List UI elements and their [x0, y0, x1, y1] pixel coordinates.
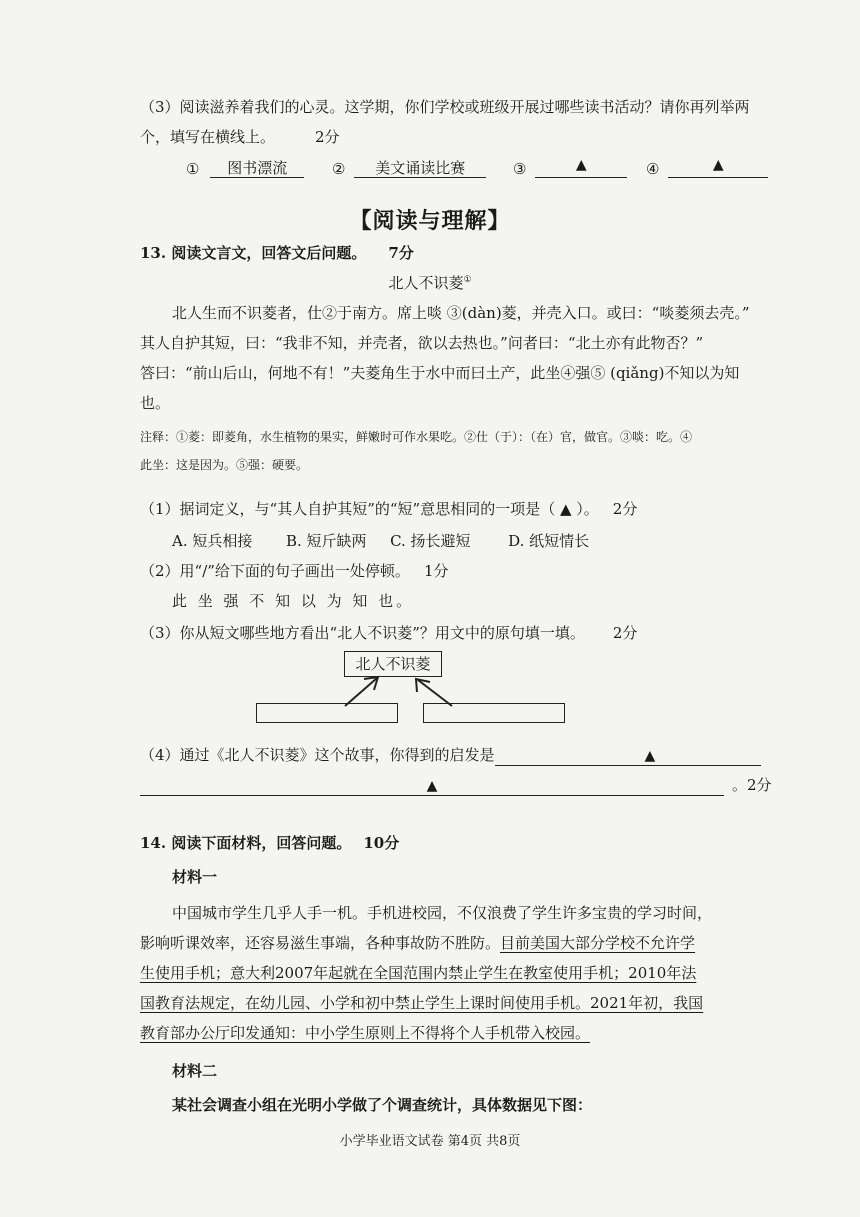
material2-label: 材料二	[172, 1062, 218, 1080]
q13-sub3-score: 2分	[612, 624, 638, 642]
material1-label: 材料一	[172, 868, 218, 886]
material1-line-1-plain: 中国城市学生几乎人手一机。手机进校园，不仅浪费了学生许多宝贵的学习时间，	[172, 904, 713, 922]
q13-sub1	[140, 498, 637, 520]
q13-sub2-sentence[interactable]: 此 坐 强 不 知 以 为 知 也。	[172, 592, 415, 610]
q13-sub1-score: 2分	[612, 500, 638, 518]
q13-sub4	[140, 744, 761, 766]
q13-title	[0, 272, 860, 293]
passage-line-1: 北人生而不识菱者，仕②于南方。席上啖 ③(dàn)菱，并壳入口。或曰：“啖菱须去壳。”	[172, 304, 750, 322]
fill-item-1-answer: 图书漂流	[210, 157, 304, 178]
q13-sub2-text: （2）用“/”给下面的句子画出一处停顿。	[140, 562, 410, 580]
q13-sub4-blank1[interactable]	[495, 747, 761, 766]
passage-line-4: 也。	[140, 394, 171, 412]
q13-sub4-score: 。2分	[732, 776, 772, 794]
material1-line-1	[172, 902, 712, 924]
fill-item-4	[646, 157, 768, 178]
q13-title-text: 北人不识菱	[388, 274, 464, 292]
option-a[interactable]: A. 短兵相接	[172, 532, 253, 550]
q12-3-score: 2分	[315, 128, 340, 146]
material1-line-4-under: 国教育法规定，在幼儿园、小学和初中禁止学生上课时间使用手机。2021年初，我国	[140, 994, 704, 1012]
q12-3-line2	[140, 126, 340, 148]
material1-line-2-plain: 影响听课效率，还容易滋生事端，各种事故防不胜防。	[140, 934, 501, 952]
notes-line-1: 注释：①菱：即菱角，水生植物的果实，鲜嫩时可作水果吃。②仕（于）：（在）官，做官。③啖：吃。④	[140, 430, 693, 444]
material1-line-3-under: 生使用手机；意大利2007年起就在全国范围内禁止学生在教室使用手机；2010年法	[140, 964, 697, 982]
q13-sub4-blank2-mark: ▲	[426, 778, 438, 794]
q13-sub4-blank1-mark: ▲	[644, 748, 656, 764]
material1-line-4	[140, 992, 703, 1014]
material1-line-2-under: 目前美国大部分学校不允许学	[500, 934, 696, 952]
diagram-center-box: 北人不识菱	[344, 651, 442, 677]
fill-item-1-num: ①	[186, 160, 200, 178]
q13-sub1-text: （1）据词定义，与“其人自护其短”的“短”意思相同的一项是（ ▲ ）。	[140, 500, 599, 518]
material1-line-5	[140, 1022, 590, 1044]
q14-heading	[140, 832, 399, 854]
option-c[interactable]: C. 扬长避短	[390, 532, 471, 550]
fill-item-1	[186, 157, 304, 178]
material1-line-3	[140, 962, 696, 984]
fill-item-3-blank[interactable]: ▲	[535, 157, 627, 178]
fill-item-2-answer: 美文诵读比赛	[354, 157, 486, 178]
fill-item-4-num: ④	[646, 160, 660, 178]
diagram-answer-box-right[interactable]	[423, 703, 565, 723]
q13-sub4-blank2[interactable]	[140, 777, 724, 796]
q14-heading-text: 14. 阅读下面材料，回答问题。	[140, 834, 352, 852]
q13-score: 7分	[388, 244, 414, 262]
q13-heading	[140, 242, 414, 264]
diagram-answer-box-left[interactable]	[256, 703, 398, 723]
q13-sub3-text: （3）你从短文哪些地方看出“北人不识菱”？用文中的原句填一填。	[140, 624, 585, 642]
q12-3-line2-text: 个，填写在横线上。	[140, 128, 276, 146]
option-d[interactable]: D. 纸短情长	[508, 532, 590, 550]
q13-title-note: ①	[463, 275, 472, 285]
material1-line-5-under: 教育部办公厅印发通知：中小学生原则上不得将个人手机带入校园。	[140, 1024, 591, 1042]
material1-line-2	[140, 932, 695, 954]
q13-sub4-text: （4）通过《北人不识菱》这个故事，你得到的启发是	[140, 746, 495, 764]
arrow-left-line	[345, 678, 377, 706]
q12-3-line1: （3）阅读滋养着我们的心灵。这学期，你们学校或班级开展过哪些读书活动？请你再列举两	[140, 98, 750, 116]
q13-sub2-score: 1分	[423, 562, 449, 580]
fill-item-3-num: ③	[513, 160, 527, 178]
passage-line-3: 答曰：“前山后山，何地不有！”夫菱角生于水中而曰土产，此坐④强⑤ (qiǎng)不知以为知	[140, 364, 740, 382]
section-title: 【阅读与理解】	[349, 208, 511, 234]
page-footer: 小学毕业语文试卷 第4页 共8页	[339, 1134, 521, 1149]
q14-score: 10分	[363, 834, 400, 852]
fill-item-3	[513, 157, 627, 178]
notes-line-2: 此坐：这是因为。⑤强：硬要。	[140, 458, 309, 472]
fill-item-2-num: ②	[332, 160, 346, 178]
material2-text: 某社会调查小组在光明小学做了个调查统计，具体数据见下图：	[172, 1096, 593, 1114]
option-b[interactable]: B. 短斤缺两	[285, 532, 367, 550]
q13-sub4-line2	[140, 774, 772, 796]
q13-sub2	[140, 560, 448, 582]
q13-heading-text: 13. 阅读文言文，回答文后问题。	[140, 244, 367, 262]
q13-sub1-options	[172, 530, 589, 552]
fill-item-2	[332, 157, 486, 178]
fill-item-4-blank[interactable]: ▲	[668, 157, 768, 178]
passage-line-2: 其人自护其短，曰：“我非不知，并壳者，欲以去热也。”问者曰：“北土亦有此物否？”	[140, 334, 704, 352]
q13-sub3	[140, 622, 637, 644]
